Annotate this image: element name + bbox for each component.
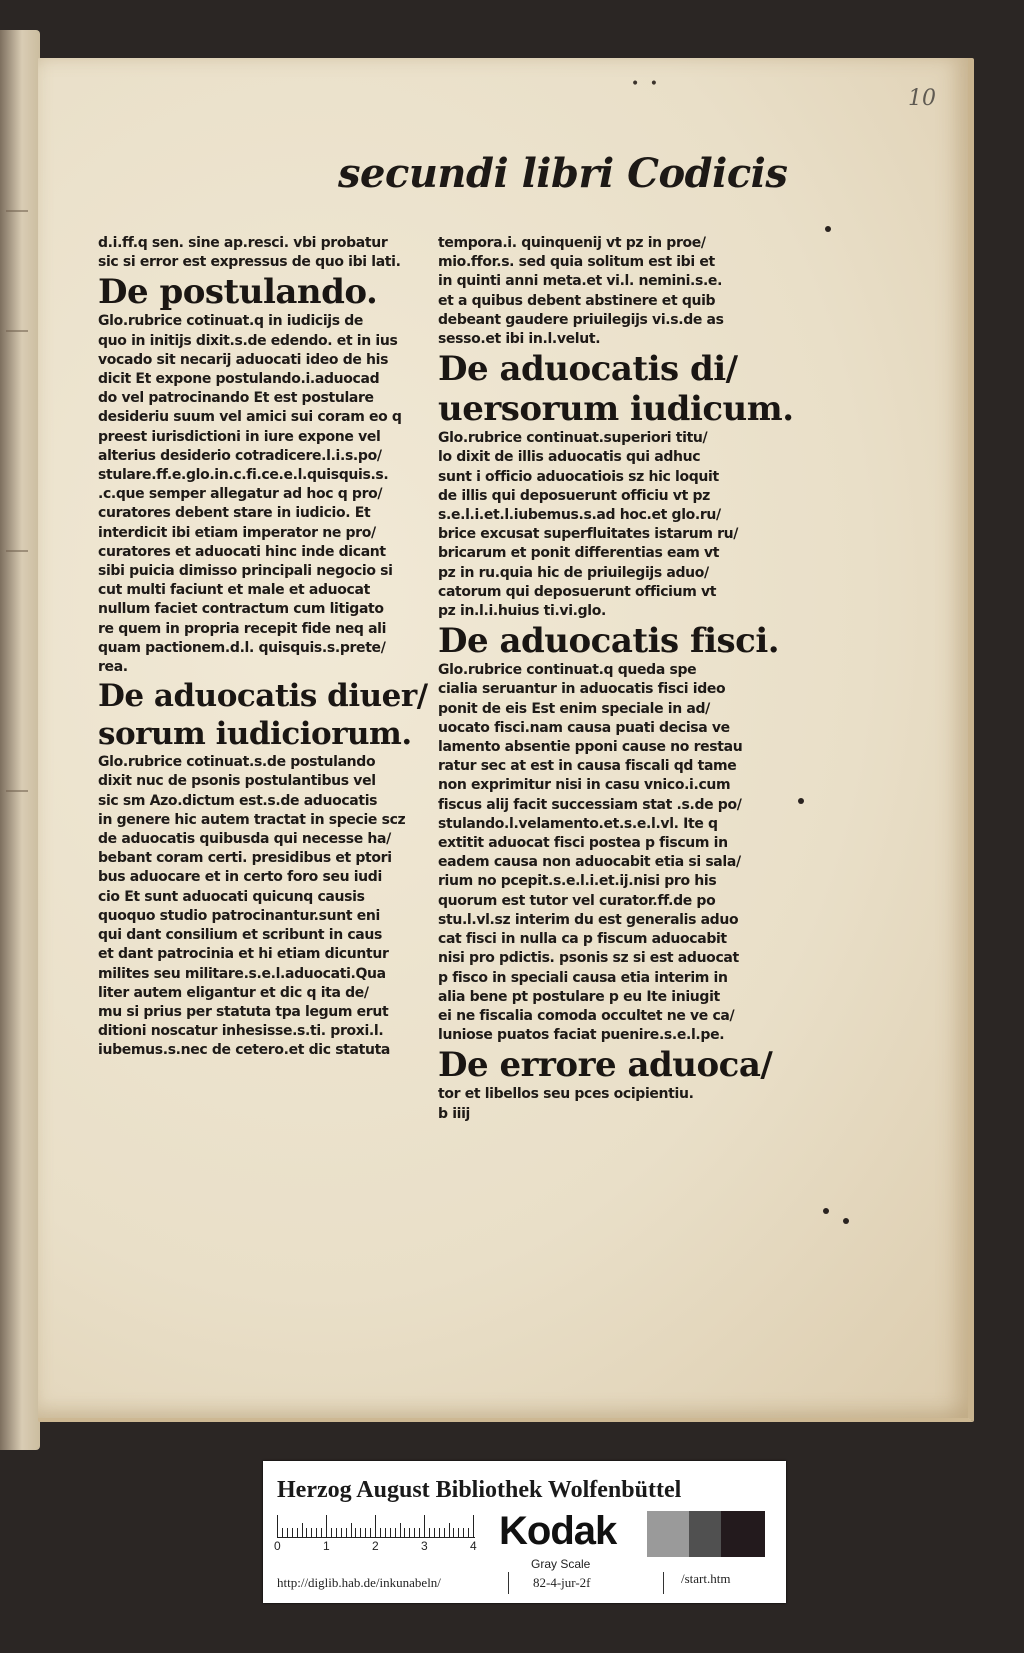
ruler-tick: [424, 1515, 425, 1537]
text-line: uocato fisci.nam causa puati decisa ve: [438, 719, 730, 736]
institution-name: Herzog August Bibliothek Wolfenbüttel: [277, 1477, 682, 1503]
text-line: ei ne fiscalia comoda occultet ne ve ca/: [438, 1007, 735, 1024]
text-line: pz in ru.quia hic de priuilegijs aduo/: [438, 564, 709, 581]
text-line: bricarum et ponit differentias eam vt: [438, 545, 720, 562]
ruler-tick: [395, 1528, 396, 1537]
text-line: curatores debent stare in iudicio. Et: [98, 505, 371, 522]
ruler-tick: [380, 1528, 381, 1537]
ruler-tick: [355, 1528, 356, 1537]
section-heading: De postulando.: [98, 272, 378, 313]
text-line: quo in initijs dixit.s.de edendo. et in ius: [98, 332, 398, 349]
text-line: in quinti anni meta.et vi.l. nemini.s.e.: [438, 273, 723, 290]
text-line: do vel patrocinando Et est postulare: [98, 390, 374, 407]
ruler-tick: [346, 1528, 347, 1537]
ruler-tick: [351, 1523, 352, 1537]
ruler-tick: [316, 1528, 317, 1537]
ruler-tick: [297, 1528, 298, 1537]
ruler-tick: [419, 1528, 420, 1537]
text-line: interdicit ibi etiam imperator ne pro/: [98, 524, 376, 541]
ink-dot: [823, 1208, 829, 1214]
text-line: stu.l.vl.sz interim du est generalis aduo: [438, 911, 739, 928]
ruler-tick: [360, 1528, 361, 1537]
folio-number: 10: [908, 86, 936, 111]
ink-dot: [798, 798, 804, 804]
text-line: Glo.rubrice cotinuat.q in iudicijs de: [98, 313, 364, 330]
text-line: sic si error est expressus de quo ibi lati.: [98, 254, 401, 271]
ink-dot: [825, 226, 831, 232]
ruler-tick: [341, 1528, 342, 1537]
text-line: liter autem eligantur et dic q ita de/: [98, 984, 369, 1001]
section-heading: De errore aduoca/: [438, 1045, 773, 1086]
library-scan-card: [263, 1461, 786, 1603]
text-line: sesso.et ibi in.l.velut.: [438, 331, 601, 348]
ruler-tick: [463, 1528, 464, 1537]
text-line: eadem causa non aduocabit etia si sala/: [438, 854, 741, 871]
ruler-tick: [287, 1528, 288, 1537]
text-line: fiscus alij facit successiam stat .s.de po/: [438, 796, 742, 813]
gray-scale-label: Gray Scale: [531, 1557, 591, 1571]
text-line: alia bene pt postulare p eu Ite iniugit: [438, 988, 720, 1005]
text-line: sibi puicia dimisso principali negocio si: [98, 563, 393, 580]
ruler-tick: [306, 1528, 307, 1537]
ruler-tick: [453, 1528, 454, 1537]
text-line: cat fisci in nulla ca p fiscum aduocabit: [438, 931, 727, 948]
text-line: rea.: [98, 659, 128, 676]
section-heading: sorum iudiciorum.: [98, 716, 412, 753]
right-text-column: [438, 234, 794, 1124]
book-page: [38, 58, 974, 1422]
ink-specks: • •: [631, 76, 661, 92]
kodak-logo: Kodak: [499, 1509, 617, 1553]
text-line: b iiij: [438, 1105, 470, 1122]
text-line: in genere hic autem tractat in specie scz: [98, 811, 406, 828]
ink-dot: [843, 1218, 849, 1224]
marginal-ink-mark: [6, 330, 28, 332]
ruler-tick: [331, 1528, 332, 1537]
text-line: catorum qui deposuerunt officium vt: [438, 583, 717, 600]
text-line: Glo.rubrice cotinuat.s.de postulando: [98, 754, 376, 771]
ruler-number: 1: [323, 1539, 330, 1553]
text-line: tor et libellos seu pces ocipientiu.: [438, 1086, 694, 1103]
text-line: lo dixit de illis aduocatis qui adhuc: [438, 449, 701, 466]
text-line: debeant gaudere priuilegijs vi.s.de as: [438, 311, 724, 328]
text-line: de aduocatis quibusda qui necesse ha/: [98, 831, 391, 848]
text-line: et dant patrocinia et hi etiam dicuntur: [98, 946, 389, 963]
text-line: curatores et aduocati hinc inde dicant: [98, 543, 386, 560]
text-line: ditioni noscatur inhesisse.s.ti. proxi.l.: [98, 1023, 384, 1040]
previous-leaf-edge: [0, 30, 40, 1450]
text-line: cut multi faciunt et male et aduocat: [98, 582, 370, 599]
ruler-tick: [326, 1515, 327, 1537]
text-line: desideriu suum vel amici sui coram eo q: [98, 409, 402, 426]
ruler-tick: [414, 1528, 415, 1537]
text-line: Glo.rubrice continuat.superiori titu/: [438, 430, 708, 447]
text-line: sunt i officio aduocatiois sz hic loquit: [438, 468, 719, 485]
text-line: nisi pro pdictis. psonis sz si est aduocat: [438, 950, 739, 967]
text-line: dixit nuc de psonis postulantibus vel: [98, 773, 376, 790]
text-line: ratur sec at est in causa fiscali qd tame: [438, 758, 737, 775]
text-line: luniose puatos faciat puenire.s.e.l.pe.: [438, 1027, 725, 1044]
start-page-link[interactable]: /start.htm: [681, 1571, 731, 1586]
ruler-tick: [390, 1528, 391, 1537]
text-line: vocado sit necarij aduocati ideo de his: [98, 351, 389, 368]
marginal-ink-mark: [6, 550, 28, 552]
text-line: d.i.ff.q sen. sine ap.resci. vbi probatur: [98, 235, 388, 251]
text-line: lamento absentie pponi cause no restau: [438, 739, 743, 756]
divider: [508, 1572, 509, 1594]
ruler-tick: [458, 1528, 459, 1537]
ruler-tick: [385, 1528, 386, 1537]
ruler-tick: [375, 1515, 376, 1537]
text-line: de illis qui deposuerunt officiu vt pz: [438, 487, 710, 504]
text-line: stulando.l.velamento.et.s.e.l.vl. Ite q: [438, 815, 718, 832]
ruler-numbers: [274, 1539, 484, 1555]
text-line: quoquo studio patrocinantur.sunt eni: [98, 907, 380, 924]
ruler-tick: [302, 1523, 303, 1537]
ruler-tick: [473, 1515, 474, 1537]
ruler-tick: [434, 1528, 435, 1537]
text-line: cialia seruantur in aduocatis fisci ideo: [438, 681, 726, 698]
text-line: nullum faciet contractum cum litigato: [98, 601, 384, 618]
ruler-tick: [429, 1528, 430, 1537]
text-line: non exprimitur nisi in casu vnico.i.cum: [438, 777, 731, 794]
text-line: stulare.ff.e.glo.in.c.fi.ce.e.l.quisquis.s.: [98, 467, 389, 484]
gray-swatch-mid: [689, 1511, 721, 1557]
text-line: s.e.l.i.et.l.iubemus.s.ad hoc.et glo.ru/: [438, 507, 721, 524]
gray-swatch-dark: [721, 1511, 765, 1557]
section-heading: De aduocatis di/: [438, 349, 738, 390]
text-line: .c.que semper allegatur ad hoc q pro/: [98, 486, 383, 503]
text-line: bus aduocare et in certo foro seu iudi: [98, 869, 382, 886]
text-line: re quem in propria recepit fide neq ali: [98, 620, 387, 637]
scale-ruler: [277, 1513, 475, 1538]
text-line: rium no pcepit.s.e.l.i.et.ij.nisi pro his: [438, 873, 717, 890]
ruler-tick: [311, 1528, 312, 1537]
text-line: milites seu militare.s.e.l.aduocati.Qua: [98, 965, 386, 982]
text-line: p fisco in speciali causa etia interim in: [438, 969, 728, 986]
ruler-tick: [365, 1528, 366, 1537]
text-line: preest iurisdictioni in iure expone vel: [98, 428, 381, 445]
marginal-ink-mark: [6, 790, 28, 792]
text-line: mio.ffor.s. sed quia solitum est ibi et: [438, 254, 715, 271]
text-line: cio Et sunt aduocati quicunq causis: [98, 888, 365, 905]
text-line: quorum est tutor vel curator.ff.de po: [438, 892, 716, 909]
ruler-tick: [409, 1528, 410, 1537]
ruler-number: 3: [421, 1539, 428, 1553]
text-line: extitit aduocat fisci postea p fiscum in: [438, 835, 728, 852]
text-line: alterius desiderio cotradicere.l.i.s.po/: [98, 447, 382, 464]
ruler-tick: [444, 1528, 445, 1537]
text-line: Glo.rubrice continuat.q queda spe: [438, 662, 697, 679]
text-line: brice excusat superfluitates istarum ru/: [438, 526, 739, 543]
ruler-number: 0: [274, 1539, 281, 1553]
ruler-number: 4: [470, 1539, 477, 1553]
ruler-tick: [282, 1528, 283, 1537]
text-line: bebant coram certi. presidibus et ptori: [98, 850, 392, 867]
text-line: pz in.l.i.huius ti.vi.glo.: [438, 603, 606, 620]
section-heading: uersorum iudicum.: [438, 389, 794, 430]
ruler-tick: [404, 1528, 405, 1537]
ruler-tick: [292, 1528, 293, 1537]
ruler-tick: [439, 1528, 440, 1537]
text-line: iubemus.s.nec de cetero.et dic statuta: [98, 1042, 391, 1059]
ruler-tick: [277, 1515, 278, 1537]
text-line: et a quibus debent abstinere et quib: [438, 292, 716, 309]
section-heading: De aduocatis diuer/: [98, 678, 428, 715]
ruler-tick: [321, 1528, 322, 1537]
ruler-tick: [370, 1528, 371, 1537]
divider: [663, 1572, 664, 1594]
gray-swatch-light: [647, 1511, 689, 1557]
digital-library-url[interactable]: http://diglib.hab.de/inkunabeln/: [277, 1575, 441, 1590]
text-line: dicit Et expone postulando.i.aduocad: [98, 371, 380, 388]
text-line: ponit de eis Est enim speciale in ad/: [438, 700, 710, 717]
text-line: sic sm Azo.dictum est.s.de aduocatis: [98, 792, 378, 809]
shelfmark: 82-4-jur-2f: [533, 1575, 591, 1590]
text-line: quam pactionem.d.l. quisquis.s.prete/: [98, 639, 386, 656]
running-head: secundi libri Codicis: [338, 150, 788, 197]
text-line: qui dant consilium et scribunt in caus: [98, 927, 383, 944]
ruler-tick: [449, 1523, 450, 1537]
text-line: tempora.i. quinquenij vt pz in proe/: [438, 235, 706, 251]
ruler-tick: [468, 1528, 469, 1537]
section-heading: De aduocatis fisci.: [438, 621, 780, 662]
text-line: mu si prius per statuta tpa legum erut: [98, 1003, 389, 1020]
marginal-ink-mark: [6, 210, 28, 212]
ruler-tick: [336, 1528, 337, 1537]
ruler-tick: [400, 1523, 401, 1537]
ruler-number: 2: [372, 1539, 379, 1553]
left-text-column: [98, 234, 428, 1061]
